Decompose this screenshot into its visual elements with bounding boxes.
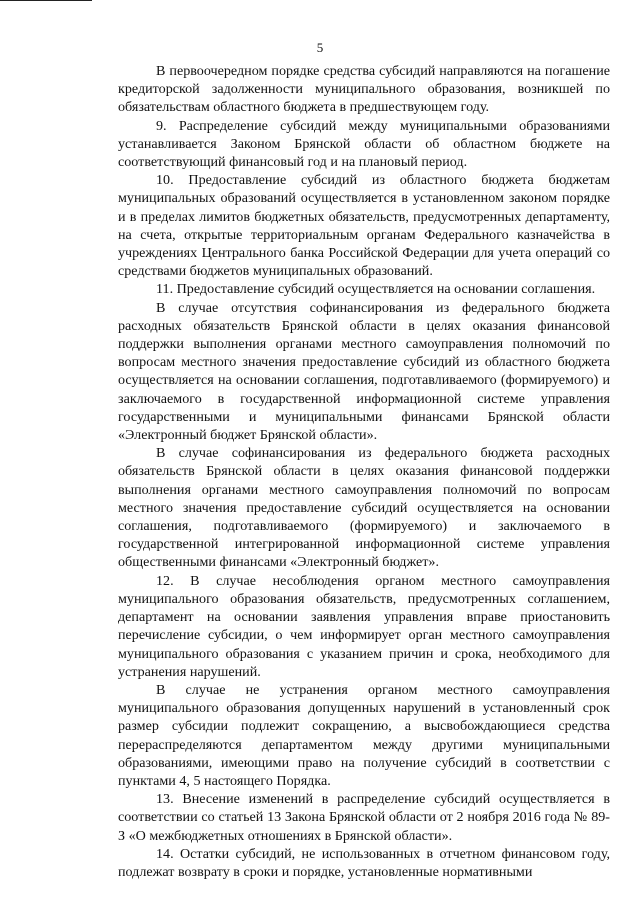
paragraph-item-10: 10. Предоставление субсидий из областного бюджета бюджетам муниципальных образований осуществляется в установленном законом порядке и в пределах лимитов бюджетных обязательств, предусмотренных департаменту, на счета, открытые территориальным органам Федерального казначейства в учреждениях Центрального банка Российской Федерации для учета операций со средствами бюджетов муниципальных образований.	[118, 172, 610, 280]
paragraph-item-9: 9. Распределение субсидий между муниципальными образованиями устанавливается Законом Брянской области об областном бюджете на соответствующий финансовый год и на плановый период.	[118, 117, 610, 171]
paragraph-cofinancing: В случае софинансирования из федерального бюджета расходных обязательств Брянской области в целях оказания финансовой поддержки выполнения органами местного самоуправления полномочий по вопросам местного значения предоставление субсидий осуществляется на основании соглашения, подготавливаемого (формируемого) и заключаемого в государственной интегрированной информационной системе управления общественными финансами «Электронный бюджет».	[118, 445, 610, 571]
paragraph-item-13: 13. Внесение изменений в распределение субсидий осуществляется в соответствии со статьей 13 Закона Брянской области от 2 ноября 2016 года № 89-З «О межбюджетных отношениях в Брянской области».	[118, 791, 610, 844]
paragraph-item-12: 12. В случае несоблюдения органом местного самоуправления муниципального образования обязательств, предусмотренных соглашением, департамент на основании заявления управления вправе приостановить перечисление субсидии, о чем информирует орган местного самоуправления муниципального образования с указанием причин и срока, необходимого для устранения нарушений.	[118, 572, 610, 680]
paragraph-no-cofinancing: В случае отсутствия софинансирования из федерального бюджета расходных обязательств Брянской области в целях оказания финансовой поддержки выполнения органами местного самоуправления полномочий по вопросам местного значения предоставление субсидий из областного бюджета осуществляется на основании соглашения, подготавливаемого (формируемого) и заключаемого в государственной информационной системе управления государственными и муниципальными финансами Брянской области «Электронный бюджет Брянской области».	[118, 299, 610, 444]
paragraph-priority-debt: В первоочередном порядке средства субсидий направляются на погашение кредиторской задолженности муниципального образования, возникшей по обязательствам областного бюджета в предшествующем году.	[118, 63, 610, 116]
paragraph-item-11: 11. Предоставление субсидий осуществляется на основании соглашения.	[156, 281, 596, 298]
page-number: 5	[316, 40, 324, 55]
paragraph-item-14: 14. Остатки субсидий, не использованных в отчетном финансовом году, подлежат возврату в сроки и порядке, установленные нормативными	[118, 845, 610, 880]
paragraph-not-eliminated: В случае не устранения органом местного самоуправления муниципального образования допущенных нарушений в установленный срок размер субсидии подлежит сокращению, а высвобождающиеся средства перераспределяются департаментом между другими муниципальными образованиями, имеющими право на получение субсидий в соответствии с пунктами 4, 5 настоящего Порядка.	[118, 681, 610, 789]
document-body	[118, 62, 610, 881]
top-rule-line	[0, 0, 92, 1]
